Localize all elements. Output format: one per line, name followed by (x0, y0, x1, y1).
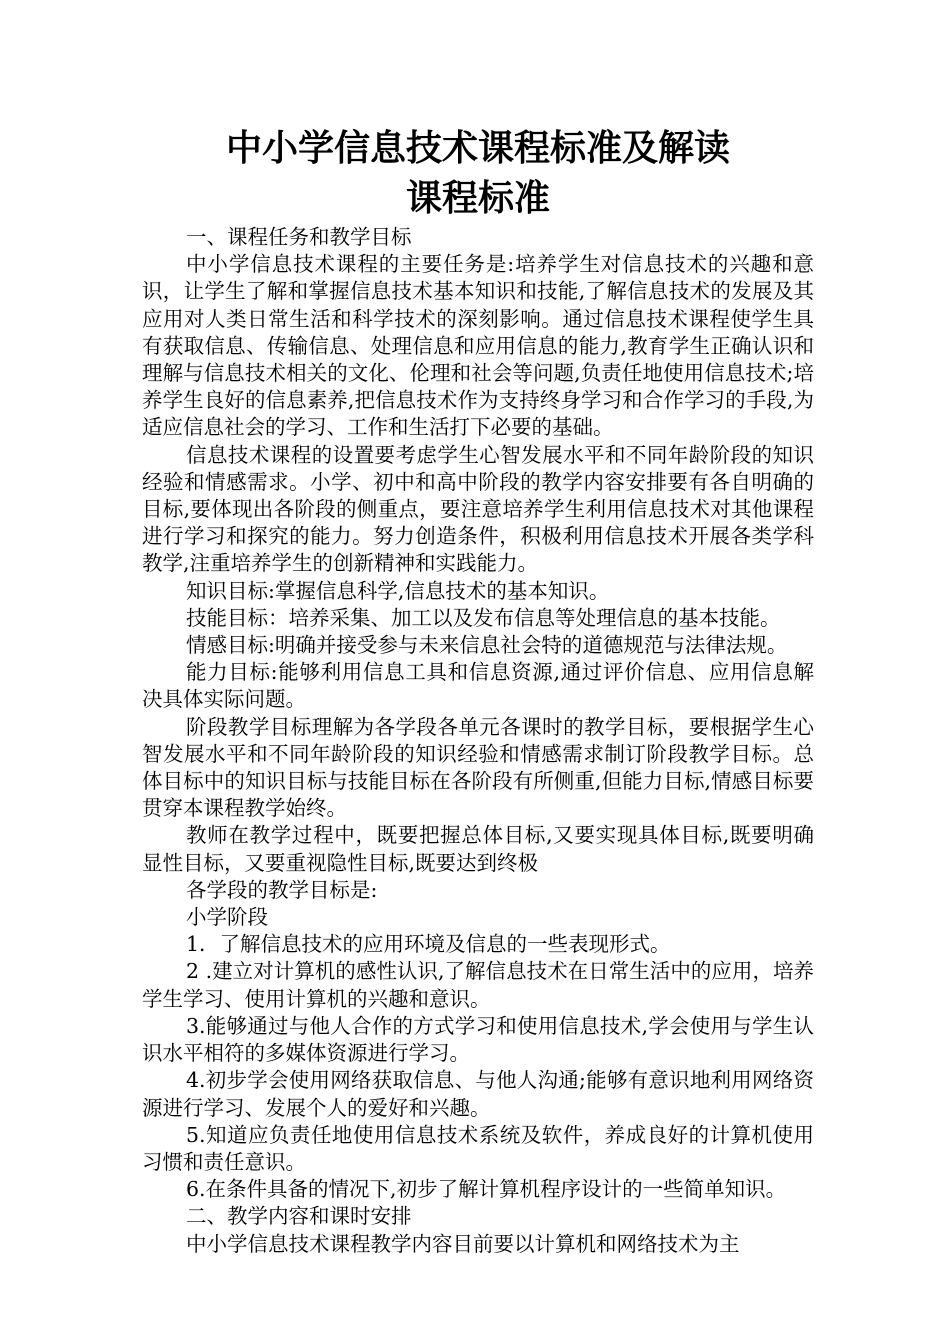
paragraph: 教师在教学过程中，既要把握总体目标,又要实现具体目标,既要明确显性目标，又要重视隐性目标,既要达到终极 (142, 823, 814, 875)
paragraph: 能力目标:能够利用信息工具和信息资源,通过评价信息、应用信息解决具体实际问题。 (142, 660, 814, 712)
paragraph: 信息技术课程的设置要考虑学生心智发展水平和不同年龄阶段的知识经验和情感需求。小学、初中和高中阶段的教学内容安排要有各自明确的目标,要体现出各阶段的侧重点，要注意培养学生利用信息技术对其他课程进行学习和探究的能力。努力创造条件，积极利用信息技术开展各类学科教学,注重培养学生的创新精神和实践能力。 (142, 442, 814, 576)
list-item: 2 .建立对计算机的感性认识,了解信息技术在日常生活中的应用，培养学生学习、使用计算机的兴趣和意识。 (142, 959, 814, 1011)
paragraph: 中小学信息技术课程的主要任务是:培养学生对信息技术的兴趣和意识，让学生了解和掌握信息技术基本知识和技能,了解信息技术的发展及其应用对人类日常生活和科学技术的深刻影响。通过信息技术课程使学生具有获取信息、传输信息、处理信息和应用信息的能力,教育学生正确认识和理解与信息技术相关的文化、伦理和社会等问题,负责任地使用信息技术;培养学生良好的信息素养,把信息技术作为支持终身学习和合作学习的手段,为适应信息社会的学习、工作和生活打下必要的基础。 (142, 252, 814, 440)
list-item: 1．了解信息技术的应用环境及信息的一些表现形式。 (186, 932, 671, 957)
paragraph: 中小学信息技术课程教学内容目前要以计算机和网络技术为主 (186, 1231, 740, 1256)
document-page (142, 124, 814, 1258)
paragraph: 小学阶段 (186, 905, 268, 930)
section-heading: 一、课程任务和教学目标 (186, 225, 412, 249)
paragraph: 技能目标：培养采集、加工以及发布信息等处理信息的基本技能。 (186, 605, 781, 630)
list-item: 3.能够通过与他人合作的方式学习和使用信息技术,学会使用与学生认识水平相符的多媒体资源进行学习。 (142, 1013, 814, 1066)
paragraph: 各学段的教学目标是: (186, 877, 378, 902)
paragraph: 情感目标:明确并接受参与未来信息社会特的道德规范与法律法规。 (186, 633, 788, 658)
document-body (142, 224, 814, 1258)
paragraph: 阶段教学目标理解为各学段各单元各课时的教学目标，要根据学生心智发展水平和不同年龄阶段的知识经验和情感需求制订阶段教学目标。总体目标中的知识目标与技能目标在各阶段有所侧重,但能力目标,情感目标要贯穿本课程教学始终。 (142, 714, 814, 821)
list-item: 4.初步学会使用网络获取信息、与他人沟通;能够有意识地利用网络资源进行学习、发展个人的爱好和兴趣。 (142, 1068, 814, 1120)
list-item: 5.知道应负责任地使用信息技术系统及软件，养成良好的计算机使用习惯和责任意识。 (142, 1122, 814, 1174)
document-title: 中小学信息技术课程标准及解读 (225, 127, 730, 169)
section-heading: 二、教学内容和课时安排 (186, 1204, 412, 1229)
paragraph: 知识目标:掌握信息科学,信息技术的基本知识。 (186, 578, 610, 603)
document-subtitle: 课程标准 (405, 177, 550, 219)
list-item: 6.在条件具备的情况下,初步了解计算机程序设计的一些简单知识。 (186, 1177, 787, 1202)
